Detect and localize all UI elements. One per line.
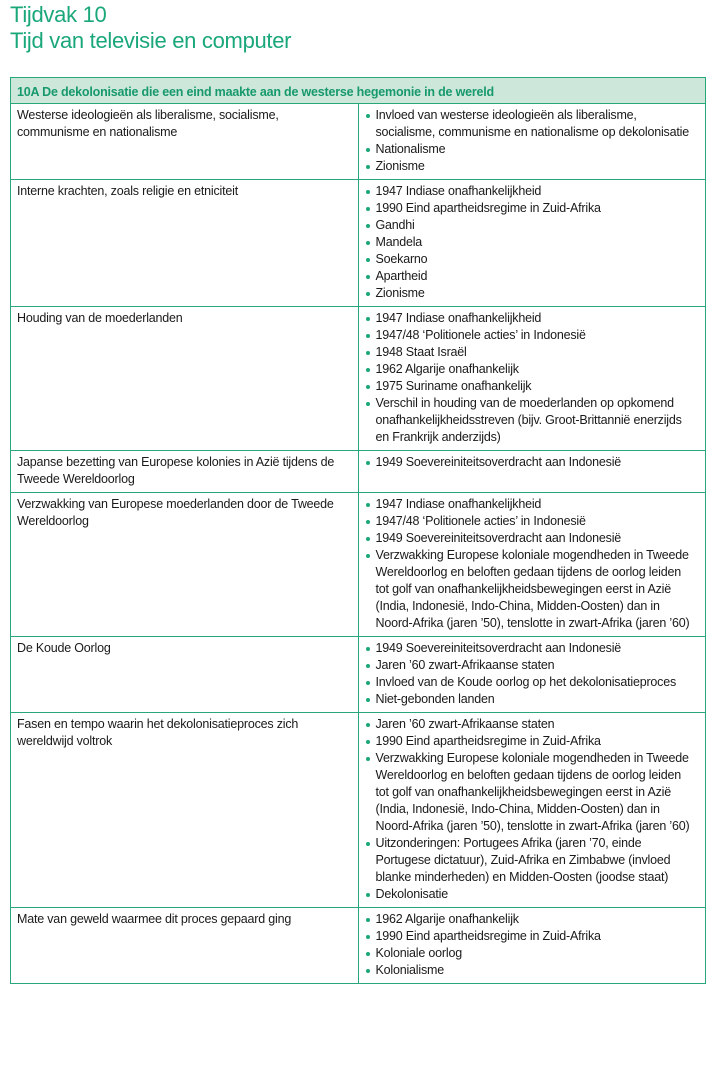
bullet-list [365, 911, 698, 979]
table-row [11, 493, 706, 637]
list-item: Jaren ’60 zwart-Afrikaanse staten [365, 657, 698, 674]
list-item: Verzwakking Europese koloniale mogendheden in Tweede Wereldoorlog en beloften gedaan tijdens de oorlog leiden tot golf van onafhankelijkheidsbewegingen eerst in Azië (India, Indonesië, Indo-China, Midden-Oosten) dan in Noord-Afrika (jaren ’50), tenslotte in zwart-Afrika (jaren ’60) [365, 547, 698, 632]
examples-cell [358, 493, 706, 637]
list-item: Gandhi [365, 217, 698, 234]
table-row [11, 451, 706, 493]
topic-cell: Westerse ideologieën als liberalisme, socialisme, communisme en nationalisme [11, 104, 359, 180]
bullet-list [365, 107, 698, 175]
table-row [11, 637, 706, 713]
list-item: 1949 Soevereiniteitsoverdracht aan Indonesië [365, 640, 698, 657]
list-item: Zionisme [365, 158, 698, 175]
period-title: Tijdvak 10 [10, 2, 107, 27]
examples-cell [358, 908, 706, 984]
examples-cell [358, 713, 706, 908]
list-item: Koloniale oorlog [365, 945, 698, 962]
examples-cell [358, 637, 706, 713]
topic-cell: De Koude Oorlog [11, 637, 359, 713]
page-header [10, 2, 291, 54]
list-item: 1947/48 ‘Politionele acties’ in Indonesië [365, 327, 698, 344]
list-item: 1949 Soevereiniteitsoverdracht aan Indonesië [365, 454, 698, 471]
list-item: 1947 Indiase onafhankelijkheid [365, 310, 698, 327]
list-item: 1975 Suriname onafhankelijk [365, 378, 698, 395]
list-item: Nationalisme [365, 141, 698, 158]
list-item: Mandela [365, 234, 698, 251]
list-item: 1962 Algarije onafhankelijk [365, 361, 698, 378]
list-item: Verzwakking Europese koloniale mogendheden in Tweede Wereldoorlog en beloften gedaan tijdens de oorlog leiden tot golf van onafhankelijkheidsbewegingen eerst in Azië (India, Indonesië, Indo-China, Midden-Oosten) dan in Noord-Afrika (jaren ’50), tenslotte in zwart-Afrika (jaren ’60) [365, 750, 698, 835]
list-item: 1962 Algarije onafhankelijk [365, 911, 698, 928]
examples-cell [358, 451, 706, 493]
list-item: 1990 Eind apartheidsregime in Zuid-Afrika [365, 928, 698, 945]
table-body [11, 104, 706, 984]
list-item: Apartheid [365, 268, 698, 285]
table-header-row [11, 78, 706, 104]
table-row [11, 180, 706, 307]
list-item: 1947 Indiase onafhankelijkheid [365, 183, 698, 200]
bullet-list [365, 716, 698, 903]
bullet-list [365, 640, 698, 708]
list-item: 1990 Eind apartheidsregime in Zuid-Afrika [365, 200, 698, 217]
topic-cell: Fasen en tempo waarin het dekolonisatieproces zich wereldwijd voltrok [11, 713, 359, 908]
bullet-list [365, 454, 698, 471]
examples-cell [358, 180, 706, 307]
list-item: Kolonialisme [365, 962, 698, 979]
list-item: 1949 Soevereiniteitsoverdracht aan Indonesië [365, 530, 698, 547]
examples-cell [358, 104, 706, 180]
list-item: Zionisme [365, 285, 698, 302]
curriculum-table [10, 77, 706, 984]
list-item: Uitzonderingen: Portugees Afrika (jaren ’70, einde Portugese dictatuur), Zuid-Afrika en Zimbabwe (invloed blanke minderheden) en Midden-Oosten (joodse staat) [365, 835, 698, 886]
list-item: Soekarno [365, 251, 698, 268]
list-item: Jaren ’60 zwart-Afrikaanse staten [365, 716, 698, 733]
table-row [11, 908, 706, 984]
bullet-list [365, 310, 698, 446]
table-row [11, 713, 706, 908]
topic-cell: Houding van de moederlanden [11, 307, 359, 451]
period-subtitle: Tijd van televisie en computer [10, 28, 292, 53]
list-item: 1990 Eind apartheidsregime in Zuid-Afrika [365, 733, 698, 750]
list-item: Dekolonisatie [365, 886, 698, 903]
list-item: Invloed van westerse ideologieën als liberalisme, socialisme, communisme en nationalisme op dekolonisatie [365, 107, 698, 141]
topic-cell: Mate van geweld waarmee dit proces gepaard ging [11, 908, 359, 984]
table-row [11, 104, 706, 180]
table-row [11, 307, 706, 451]
topic-cell: Japanse bezetting van Europese kolonies in Azië tijdens de Tweede Wereldoorlog [11, 451, 359, 493]
list-item: Invloed van de Koude oorlog op het dekolonisatieproces [365, 674, 698, 691]
list-item: 1947/48 ‘Politionele acties’ in Indonesië [365, 513, 698, 530]
list-item: 1947 Indiase onafhankelijkheid [365, 496, 698, 513]
bullet-list [365, 183, 698, 302]
examples-cell [358, 307, 706, 451]
bullet-list [365, 496, 698, 632]
topic-cell: Verzwakking van Europese moederlanden door de Tweede Wereldoorlog [11, 493, 359, 637]
table-heading: 10A De dekolonisatie die een eind maakte aan de westerse hegemonie in de wereld [11, 78, 706, 104]
list-item: Verschil in houding van de moederlanden op opkomend onafhankelijkheidsstreven (bijv. Groot-Brittannië enerzijds en Frankrijk anderzijds) [365, 395, 698, 446]
topic-cell: Interne krachten, zoals religie en etniciteit [11, 180, 359, 307]
list-item: 1948 Staat Israël [365, 344, 698, 361]
list-item: Niet-gebonden landen [365, 691, 698, 708]
